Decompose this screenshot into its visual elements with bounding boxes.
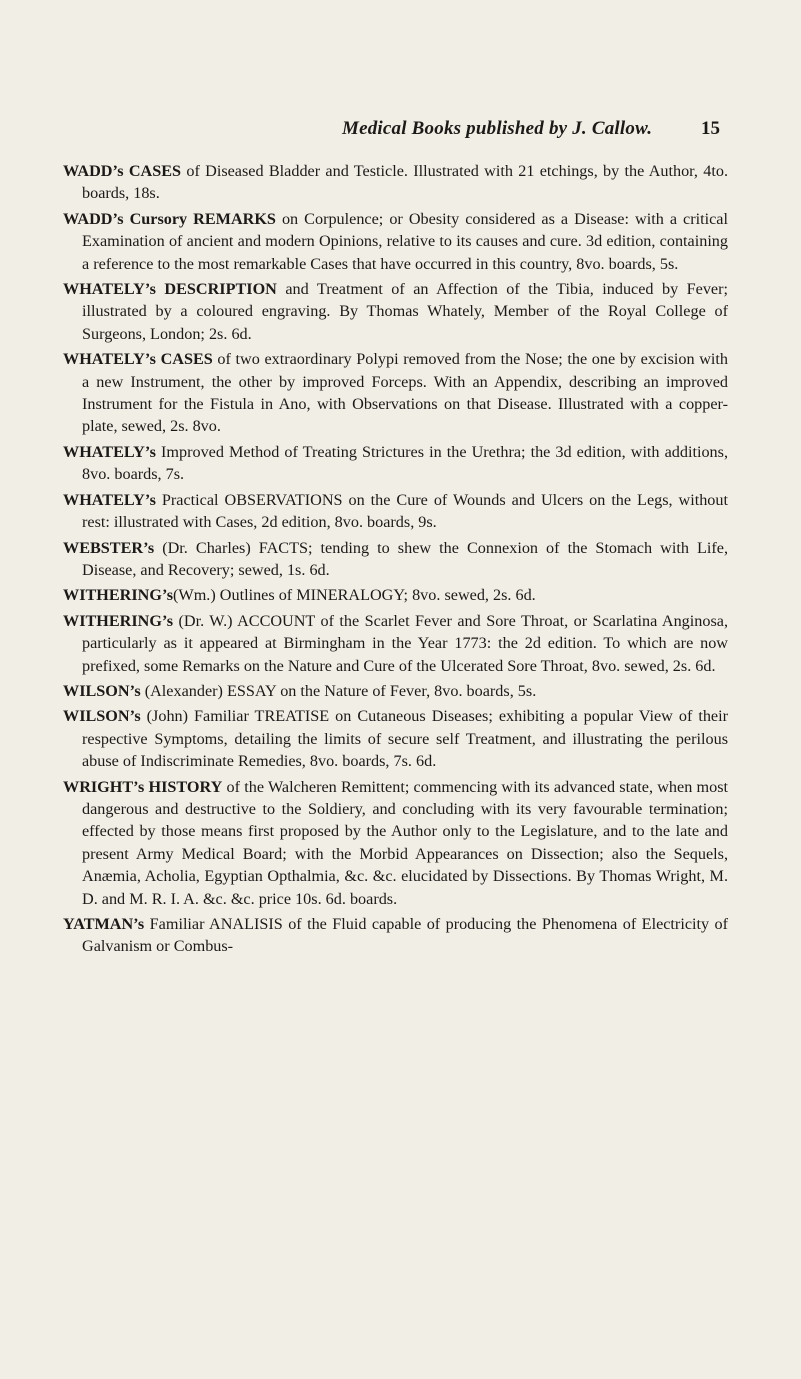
entry-description: of Diseased Bladder and Testicle. Illustrated with 21 etchings, by the Author, 4to. boards, 18s. <box>82 162 728 203</box>
book-entry-wilson-treatise <box>63 705 728 772</box>
entry-description: of the Walcheren Remittent; commencing with its advanced state, when most dangerous and destructive to the Soldiery, and concluding with its very favourable termination; effected by those means first proposed by the Author only to the Legislature, and to the late and present Army Medical Board; with the Morbid Appearances on Dissection; also the Sequels, Anæmia, Acholia, Egyptian Opthalmia, &c. &c. elucidated by Dissections. By Thomas Wright, M. D. and M. R. I. A. &c. &c. price 10s. 6d. boards. <box>82 777 728 908</box>
entry-author: WITHERING’s <box>63 586 174 605</box>
entry-author: WRIGHT’s HISTORY <box>63 777 223 796</box>
book-entry-webster-facts <box>63 537 728 582</box>
entry-description: on Corpulence; or Obesity considered as a Disease: with a critical Examination of ancient and modern Opinions, relative to its causes and cure. 3d edition, containing a reference to the most remarkable Cases that have occurred in this country, 8vo. boards, 5s. <box>82 209 728 273</box>
page-number: 15 <box>701 118 720 139</box>
entry-author: WHATELY’s <box>63 490 156 509</box>
entry-author: WADD’s Cursory REMARKS <box>63 209 276 228</box>
book-entry-yatman-analisis <box>63 913 728 958</box>
entry-author: WITHERING’s <box>63 611 174 630</box>
entry-description: Improved Method of Treating Strictures in the Urethra; the 3d edition, with additions, 8vo. boards, 7s. <box>82 442 728 484</box>
book-entry-whately-cases <box>63 348 728 438</box>
entry-author: WEBSTER’s <box>63 538 155 557</box>
book-entry-wright-history <box>63 776 728 910</box>
book-entry-wilson-essay <box>63 680 728 702</box>
book-entry-wadd-cases <box>63 160 728 205</box>
entry-author: WHATELY’s CASES <box>63 350 213 369</box>
running-head <box>300 118 720 142</box>
entry-description: Practical OBSERVATIONS on the Cure of Wounds and Ulcers on the Legs, without rest: illustrated with Cases, 2d edition, 8vo. boards, 9s. <box>82 490 728 532</box>
entry-description: (John) Familiar TREATISE on Cutaneous Diseases; exhibiting a popular View of their respective Symptoms, detailing the limits of secure self Treatment, and illustrating the perilous abuse of Indiscriminate Remedies, 8vo. boards, 7s. 6d. <box>82 707 728 771</box>
entry-author: WHATELY’s <box>63 442 156 461</box>
entry-description: (Dr. Charles) FACTS; tending to shew the Connexion of the Stomach with Life, Disease, and Recovery; sewed, 1s. 6d. <box>82 538 728 579</box>
book-entry-whately-description <box>63 278 728 345</box>
entry-author: WHATELY’s DESCRIPTION <box>63 280 277 299</box>
entry-description: Familiar ANALISIS of the Fluid capable of producing the Phenomena of Electricity of Galvanism or Combus- <box>82 915 728 956</box>
entry-description: (Dr. W.) ACCOUNT of the Scarlet Fever and Sore Throat, or Scarlatina Anginosa, particularly as it appeared at Birmingham in the Year 1773: the 2d edition. To which are now prefixed, some Remarks on the Nature and Cure of the Ulcerated Sore Throat, 8vo. sewed, 2s. 6d. <box>82 611 728 675</box>
book-entry-wadd-remarks <box>63 208 728 275</box>
book-list <box>63 160 728 961</box>
entry-description: (Alexander) ESSAY on the Nature of Fever, 8vo. boards, 5s. <box>140 681 537 700</box>
running-title: Medical Books published by J. Callow. <box>342 118 653 139</box>
book-entry-whately-strictures <box>63 441 728 486</box>
entry-description: (Wm.) Outlines of MINERALOGY; 8vo. sewed, 2s. 6d. <box>173 586 536 605</box>
entry-description: of two extraordinary Polypi removed from the Nose; the one by excision with a new Instrument, the other by improved Forceps. With an Appendix, describing an improved Instrument for the Fistula in Ano, with Observations on that Disease. Illustrated with a copper-plate, sewed, 2s. 8vo. <box>82 350 728 436</box>
book-entry-withering-mineralogy <box>63 584 728 606</box>
entry-description: and Treatment of an Affection of the Tibia, induced by Fever; illustrated by a coloured engraving. By Thomas Whately, Member of the Royal College of Surgeons, London; 2s. 6d. <box>82 280 728 343</box>
entry-author: WILSON’s <box>63 681 141 700</box>
entry-author: WILSON’s <box>63 707 141 726</box>
entry-author: YATMAN’s <box>63 915 145 933</box>
entry-author: WADD’s CASES <box>63 162 182 180</box>
book-entry-whately-observations <box>63 489 728 534</box>
book-entry-withering-account <box>63 610 728 677</box>
